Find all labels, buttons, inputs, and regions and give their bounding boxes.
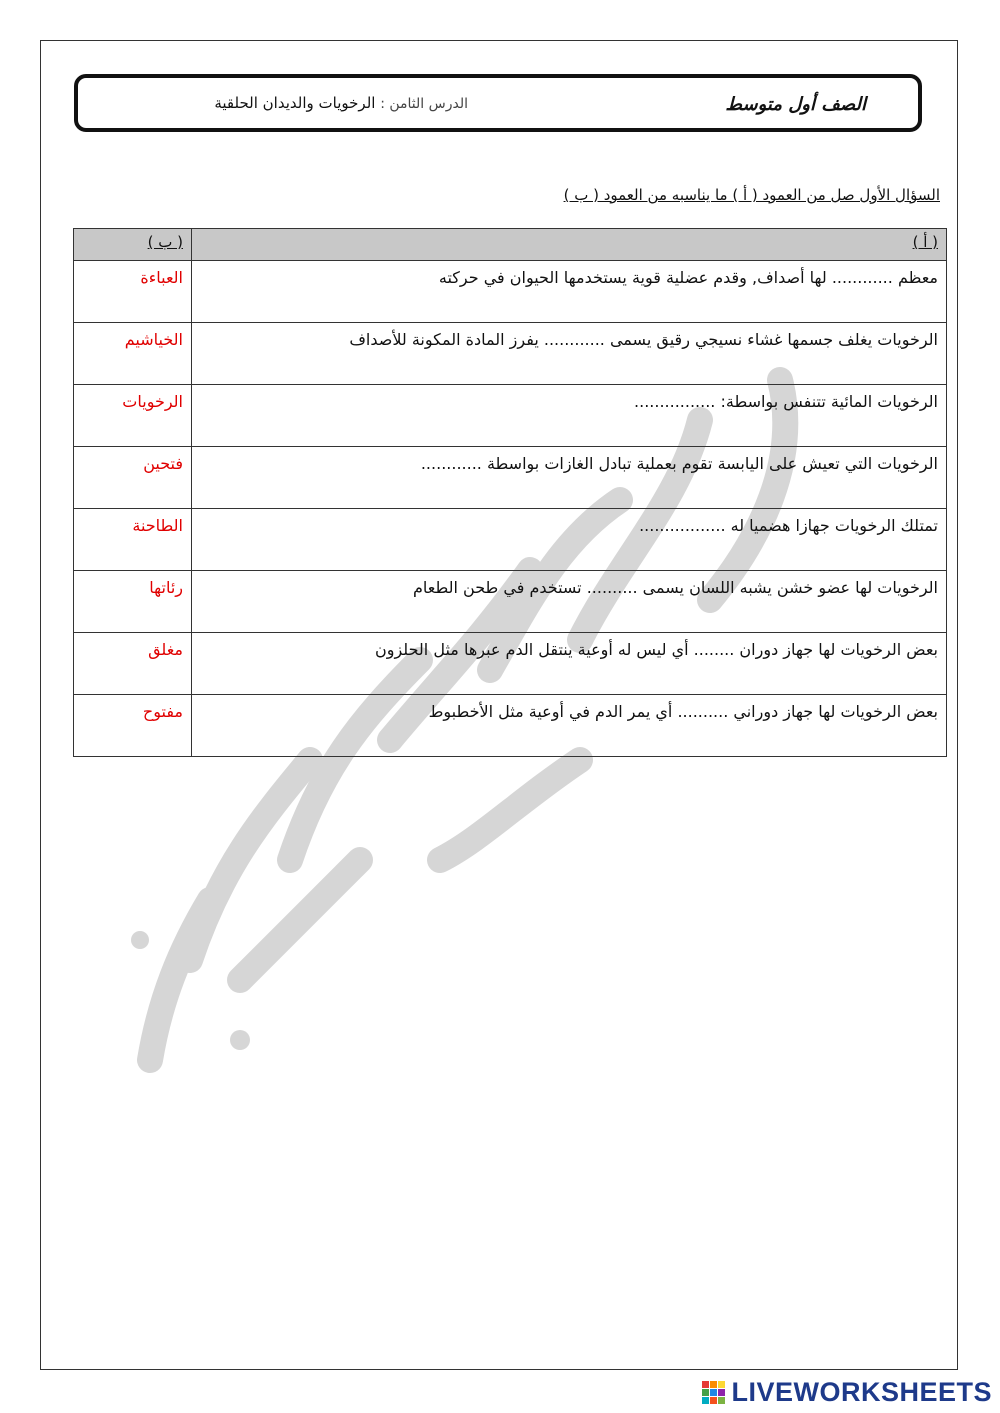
table-row [74,695,947,757]
table-row [74,633,947,695]
column-a-header: ( أ ) [192,229,947,261]
table-row [74,261,947,323]
grade-label: الصف أول متوسط [725,94,866,115]
answer-option[interactable]: مغلق [74,633,192,695]
answer-option[interactable]: رئاتها [74,571,192,633]
answer-option[interactable]: مفتوح [74,695,192,757]
column-b-header: ( ب ) [74,229,192,261]
statement-cell: تمتلك الرخويات جهازا هضميا له ................. [192,509,947,571]
answer-option[interactable]: فتحين [74,447,192,509]
lesson-heading [214,94,468,112]
answer-option[interactable]: الخياشيم [74,323,192,385]
table-row [74,447,947,509]
table-row [74,323,947,385]
statement-cell: بعض الرخويات لها جهاز دوران ........ أي ليس له أوعية ينتقل الدم عبرها مثل الحلزون [192,633,947,695]
statement-cell: الرخويات يغلف جسمها غشاء نسيجي رقيق يسمى ............ يفرز المادة المكونة للأصداف [192,323,947,385]
statement-cell: الرخويات المائية تتنفس بواسطة: ................ [192,385,947,447]
statement-cell: الرخويات التي تعيش على اليابسة تقوم بعملية تبادل الغازات بواسطة ............ [192,447,947,509]
lesson-title: الرخويات والديدان الحلقية [214,94,376,112]
logo-grid-icon [702,1381,725,1404]
liveworksheets-logo[interactable] [702,1377,992,1407]
answer-option[interactable]: العباءة [74,261,192,323]
liveworksheets-brand: LIVEWORKSHEETS [731,1376,992,1407]
table-row [74,571,947,633]
statement-cell: بعض الرخويات لها جهاز دوراني .......... أي يمر الدم في أوعية مثل الأخطبوط [192,695,947,757]
table-header-row [74,229,947,261]
table-row [74,509,947,571]
answer-option[interactable]: الرخويات [74,385,192,447]
statement-cell: معظم ............ لها أصداف, وقدم عضلية قوية يستخدمها الحيوان في حركته [192,261,947,323]
statement-cell: الرخويات لها عضو خشن يشبه اللسان يسمى .......... تستخدم في طحن الطعام [192,571,947,633]
table-row [74,385,947,447]
matching-table [73,228,947,757]
answer-option[interactable]: الطاحنة [74,509,192,571]
lesson-label: الدرس الثامن : [380,96,468,112]
question-title: السؤال الأول صل من العمود ( أ ) ما يناسبه من العمود ( ب ) [563,186,940,204]
header-box [74,74,922,132]
